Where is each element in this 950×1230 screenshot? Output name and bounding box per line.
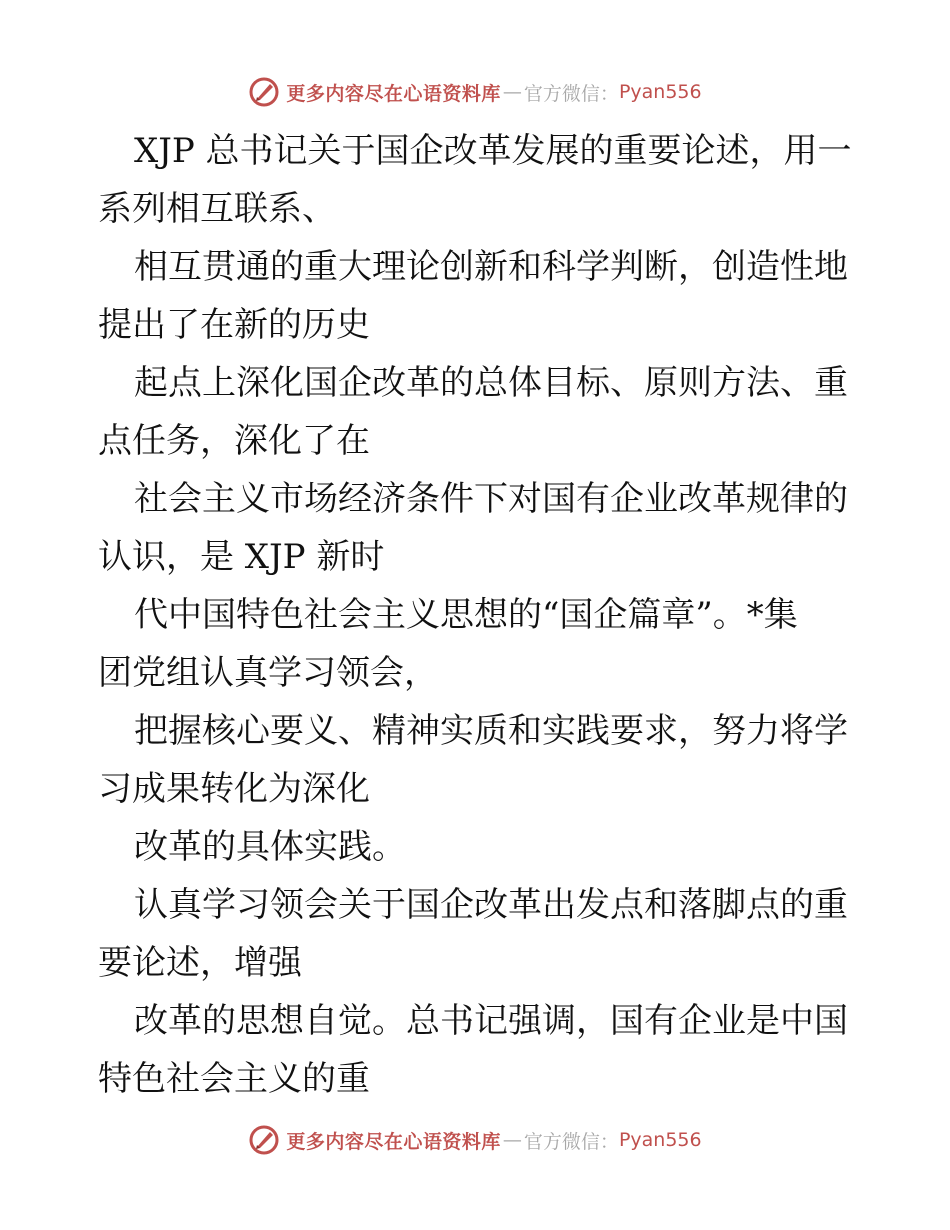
body-line: 特色社会主义的重 — [98, 1059, 370, 1099]
footer-banner-text: 更多内容尽在心语资料库 — [286, 1130, 501, 1153]
footer-banner-separator: — — [502, 1129, 522, 1151]
body-line: 团党组认真学习领会， — [98, 653, 438, 693]
header-banner — [0, 72, 950, 112]
header-wechat-label: 官方微信： — [523, 82, 619, 105]
footer-wechat-id: Pyan556 — [618, 1129, 702, 1151]
body-line: 要论述，增强 — [98, 943, 302, 983]
header-banner-text: 更多内容尽在心语资料库 — [286, 82, 501, 105]
body-line: 点任务，深化了在 — [98, 421, 370, 461]
body-line: 认真学习领会关于国企改革出发点和落脚点的重 — [134, 885, 848, 925]
body-line: 系列相互联系、 — [98, 189, 336, 229]
body-line: 起点上深化国企改革的总体目标、原则方法、重 — [134, 363, 848, 403]
body-line: 改革的具体实践。 — [134, 827, 406, 867]
body-line: 改革的思想自觉。总书记强调，国有企业是中国 — [134, 1001, 848, 1041]
body-line: 把握核心要义、精神实质和实践要求，努力将学 — [134, 711, 848, 751]
body-line: 代中国特色社会主义思想的“国企篇章”。*集 — [134, 595, 798, 635]
body-line: 社会主义市场经济条件下对国有企业改革规律的 — [134, 479, 848, 519]
footer-wechat-label: 官方微信： — [523, 1130, 619, 1153]
quill-logo-icon — [248, 1124, 280, 1156]
header-banner-separator: — — [502, 81, 522, 103]
body-line: 提出了在新的历史 — [98, 305, 370, 345]
body-line: XJP 总书记关于国企改革发展的重要论述，用一 — [134, 131, 852, 171]
header-wechat-id: Pyan556 — [618, 81, 702, 103]
footer-banner — [0, 1120, 950, 1160]
quill-logo-icon — [248, 76, 280, 108]
body-line: 习成果转化为深化 — [98, 769, 370, 809]
body-line: 相互贯通的重大理论创新和科学判断，创造性地 — [134, 247, 848, 287]
body-line: 认识，是 XJP 新时 — [98, 537, 385, 577]
